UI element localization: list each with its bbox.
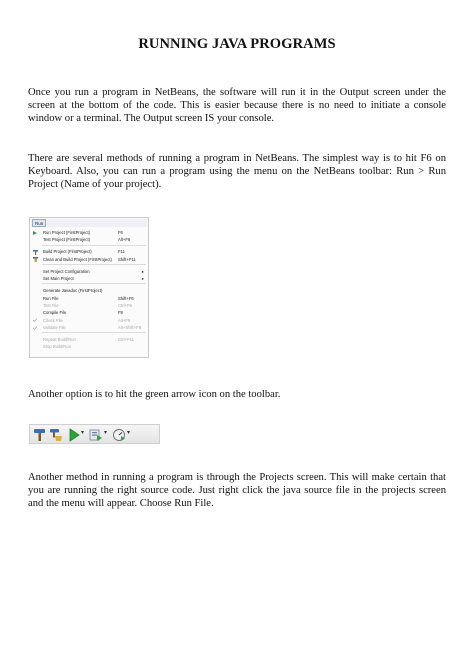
- menu-separator: [42, 245, 146, 248]
- menu-item-stop-build-run[interactable]: Stop Build/Run: [43, 344, 71, 350]
- menu-item-build-project[interactable]: Build Project (FirstProject) F11: [32, 248, 146, 255]
- menu-item-run-project[interactable]: Run Project (FirstProject) F6: [32, 229, 146, 236]
- menu-separator: [42, 283, 146, 286]
- menu-separator: [42, 332, 146, 335]
- run-menu-list: [32, 229, 146, 351]
- menu-item-repeat-build-run[interactable]: Repeat Build/Run Ctrl+F11: [43, 337, 134, 343]
- menu-item-run-file[interactable]: Run File Shift+F6: [43, 295, 134, 301]
- chevron-down-icon[interactable]: ▾: [104, 429, 108, 436]
- submenu-arrow-icon: ▸: [141, 276, 144, 282]
- paragraph-green-arrow: Another option is to hit the green arrow icon on the toolbar.: [28, 389, 281, 400]
- check-icon: [33, 318, 37, 322]
- run-arrow-icon: [33, 231, 37, 235]
- menu-item-clean-build[interactable]: Clean and Build Project (FirstProject) Shift+F11: [32, 256, 146, 263]
- menu-item-set-project-configuration[interactable]: Set Project Configuration ▸: [43, 268, 144, 274]
- menu-item-compile-file[interactable]: Compile File F9: [43, 310, 123, 316]
- menu-item-set-main-project[interactable]: Set Main Project ▸: [43, 276, 144, 282]
- run-arrow-icon[interactable]: [68, 427, 80, 441]
- submenu-arrow-icon: ▸: [141, 268, 144, 274]
- build-hammer-icon[interactable]: [33, 427, 47, 441]
- chevron-down-icon[interactable]: ▾: [127, 429, 131, 436]
- run-menu-title[interactable]: Run: [32, 219, 46, 227]
- chevron-down-icon[interactable]: ▾: [81, 429, 85, 436]
- menu-bar: [31, 219, 147, 227]
- menu-item-test-project[interactable]: Test Project (FirstProject) Alt+F6: [43, 237, 131, 243]
- validate-icon: [33, 326, 37, 330]
- profile-icon[interactable]: [112, 427, 126, 441]
- menu-item-generate-javadoc[interactable]: Generate Javadoc (FirstProject): [43, 288, 103, 294]
- menu-item-test-file[interactable]: Test File Ctrl+F6: [43, 302, 132, 308]
- toolbar-screenshot: [29, 424, 160, 444]
- run-menu-screenshot: [29, 217, 149, 358]
- hammer-icon: [33, 250, 37, 254]
- paragraph-output-screen: Once you run a program in NetBeans, the software will run it in the Output screen under the screen at the bottom of the code. This is easier because there is no need to initiate a console window or a terminal. The Output screen IS your console.: [28, 87, 446, 124]
- page-title: RUNNING JAVA PROGRAMS: [138, 36, 336, 52]
- menu-item-check-file[interactable]: Check File Alt+F9: [32, 317, 146, 324]
- paragraph-run-methods: There are several methods of running a program in NetBeans. The simplest way is to hit F6 on Keyboard. Also, you can run a program using the menu on the NetBeans toolbar: Run > Run Project (Name of your project).: [28, 153, 446, 190]
- broom-icon: [33, 257, 37, 261]
- menu-separator: [42, 264, 146, 267]
- paragraph-projects-screen: Another method in running a program is through the Projects screen. This will make certain that you are running the right source code. Just right click the java source file in the projects screen and the menu will appear. Choose Run File.: [28, 472, 446, 509]
- menu-item-validate-file[interactable]: Validate File Alt+Shift+F9: [32, 324, 146, 331]
- clean-build-icon[interactable]: [49, 427, 63, 441]
- debug-icon[interactable]: [89, 427, 103, 441]
